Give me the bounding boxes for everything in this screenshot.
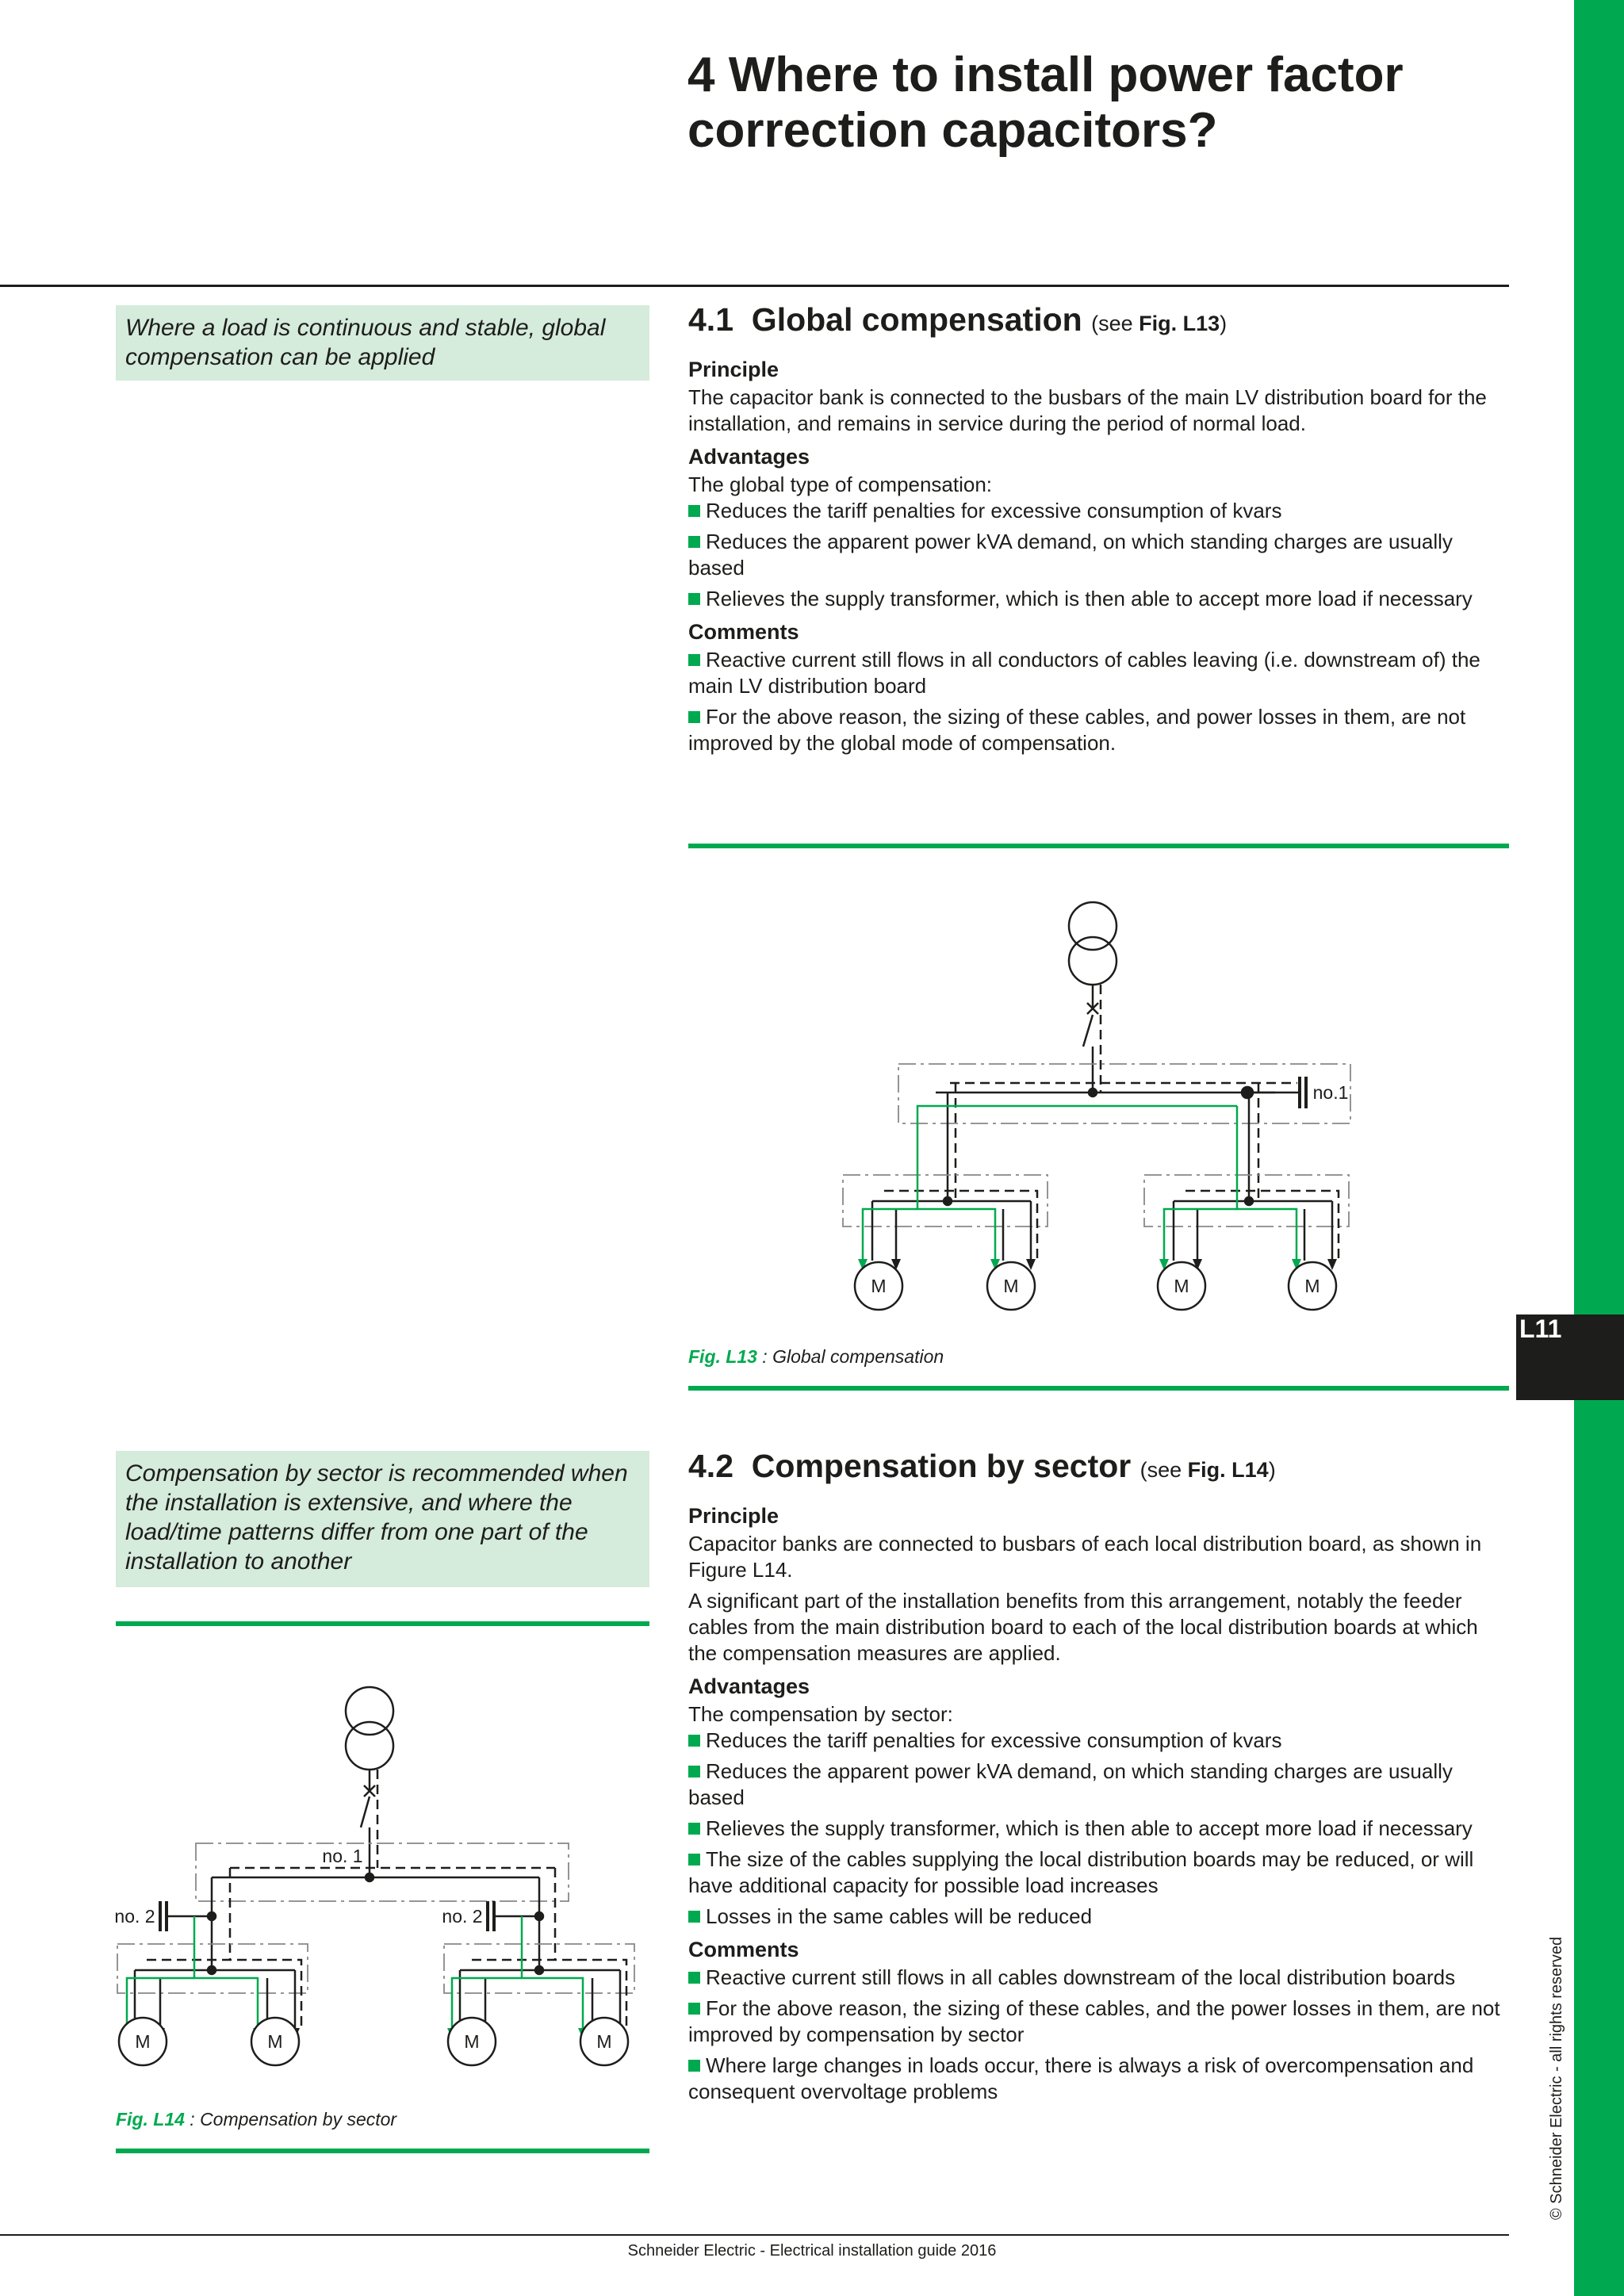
page-title: 4 Where to install power factor correction capacitors? xyxy=(688,48,1404,158)
fig-l13-reference: Fig. L13 xyxy=(1139,312,1220,335)
motor-label: M xyxy=(135,2031,151,2052)
list-item: For the above reason, the sizing of these cables, and the power losses in them, are not improved by compensation by sector xyxy=(688,1996,1500,2046)
side-accent-bar xyxy=(1574,0,1624,2296)
section-heading: 4.2 Compensation by sector (see Fig. L14) xyxy=(688,1448,1276,1484)
figure-bottom-rule xyxy=(116,2149,649,2153)
fig-l14-reference: Fig. L14 xyxy=(1187,1458,1269,1482)
bullet-square-icon xyxy=(688,593,700,605)
advantages-intro: The global type of compensation: xyxy=(688,473,993,496)
bullet-square-icon xyxy=(688,2060,700,2072)
page-tab xyxy=(1516,1314,1624,1400)
copyright-notice: © Schneider Electric - all rights reserved xyxy=(1548,1936,1565,2220)
bullet-square-icon xyxy=(688,711,700,723)
bullet-square-icon xyxy=(688,505,700,517)
list-item: The size of the cables supplying the local distribution boards may be reduced, or will have additional capacity for possible load increases xyxy=(688,1847,1474,1897)
sector-capacitor-label: no. 2 xyxy=(442,1906,483,1927)
main-capacitor-label: no. 1 xyxy=(322,1846,363,1866)
list-item: Relieves the supply transformer, which is then able to accept more load if necessary xyxy=(688,1816,1509,1842)
side-note-global: Where a load is continuous and stable, global compensation can be applied xyxy=(116,305,649,381)
principle-text: The capacitor bank is connected to the busbars of the main LV distribution board for the installation, and remains in service during the period of normal load. xyxy=(688,385,1487,435)
principle-text: A significant part of the installation benefits from this arrangement, notably the feeder cables from the main distribution board to each of the local distribution boards at which the compensation measures are applied. xyxy=(688,1589,1478,1665)
figure-top-rule xyxy=(116,1621,649,1626)
advantages-heading: Advantages xyxy=(688,445,810,469)
switch-icon xyxy=(1083,1015,1093,1047)
list-item: Reduces the tariff penalties for excessive consumption of kvars xyxy=(688,498,1509,524)
bullet-square-icon xyxy=(688,536,700,548)
list-item: Losses in the same cables will be reduced xyxy=(688,1904,1509,1930)
bullet-square-icon xyxy=(688,2003,700,2015)
principle-heading: Principle xyxy=(688,358,779,381)
capacitor-label: no.1 xyxy=(1312,1082,1349,1103)
motor-label: M xyxy=(1003,1276,1019,1296)
section-heading: 4.1 Global compensation (see Fig. L13) xyxy=(688,301,1228,338)
list-item: Reduces the apparent power kVA demand, on which standing charges are usually based xyxy=(688,530,1453,580)
motor-label: M xyxy=(1304,1276,1320,1296)
list-item: Reduces the tariff penalties for excessive consumption of kvars xyxy=(688,1728,1509,1754)
list-item: Relieves the supply transformer, which is then able to accept more load if necessary xyxy=(688,586,1509,612)
principle-heading: Principle xyxy=(688,1504,779,1528)
bullet-square-icon xyxy=(688,1854,700,1866)
bullet-square-icon xyxy=(688,1735,700,1747)
motor-label: M xyxy=(1174,1276,1189,1296)
section-sector-compensation xyxy=(688,1448,1509,2110)
global-compensation-diagram xyxy=(825,888,1380,1316)
side-note-sector: Compensation by sector is recommended when the installation is extensive, and where the load/time patterns differ from one part of the installation to another xyxy=(116,1451,649,1587)
sector-capacitor-label: no. 2 xyxy=(114,1906,155,1927)
main-board-enclosure xyxy=(196,1843,569,1901)
bullet-square-icon xyxy=(688,1766,700,1777)
bullet-square-icon xyxy=(688,1972,700,1984)
motor-label: M xyxy=(596,2031,612,2052)
comments-heading: Comments xyxy=(688,620,799,644)
list-item: Reactive current still flows in all conductors of cables leaving (i.e. downstream of) the main LV distribution board xyxy=(688,648,1480,698)
sector-compensation-diagram xyxy=(111,1681,650,2069)
bullet-square-icon xyxy=(688,1911,700,1923)
footer-divider xyxy=(0,2234,1509,2236)
motor-label: M xyxy=(871,1276,887,1296)
switch-icon xyxy=(361,1797,370,1827)
title-divider xyxy=(0,285,1509,287)
figure-bottom-rule xyxy=(688,1386,1509,1391)
section-global-compensation xyxy=(688,301,1509,761)
comments-heading: Comments xyxy=(688,1938,799,1961)
figure-top-rule xyxy=(688,844,1509,848)
main-board-enclosure xyxy=(898,1064,1350,1123)
list-item: Reduces the apparent power kVA demand, on which standing charges are usually based xyxy=(688,1759,1453,1809)
footer-text: Schneider Electric - Electrical installation guide 2016 xyxy=(627,2242,997,2260)
advantages-intro: The compensation by sector: xyxy=(688,1702,953,1726)
page-number: L11 xyxy=(1519,1314,1562,1343)
list-item: Where large changes in loads occur, there is always a risk of overcompensation and consequent overvoltage problems xyxy=(688,2053,1474,2103)
bullet-square-icon xyxy=(688,1823,700,1835)
figure-caption-l13: Fig. L13 : Global compensation xyxy=(688,1346,944,1367)
motor-label: M xyxy=(267,2031,283,2052)
figure-caption-l14: Fig. L14 : Compensation by sector xyxy=(116,2109,397,2130)
principle-text: Capacitor banks are connected to busbars of each local distribution board, as shown in Figure L14. xyxy=(688,1532,1482,1582)
motor-label: M xyxy=(464,2031,480,2052)
advantages-heading: Advantages xyxy=(688,1674,810,1698)
bullet-square-icon xyxy=(688,654,700,666)
list-item: For the above reason, the sizing of these cables, and power losses in them, are not improved by the global mode of compensation. xyxy=(688,705,1466,755)
list-item: Reactive current still flows in all cables downstream of the local distribution boards xyxy=(688,1965,1509,1991)
